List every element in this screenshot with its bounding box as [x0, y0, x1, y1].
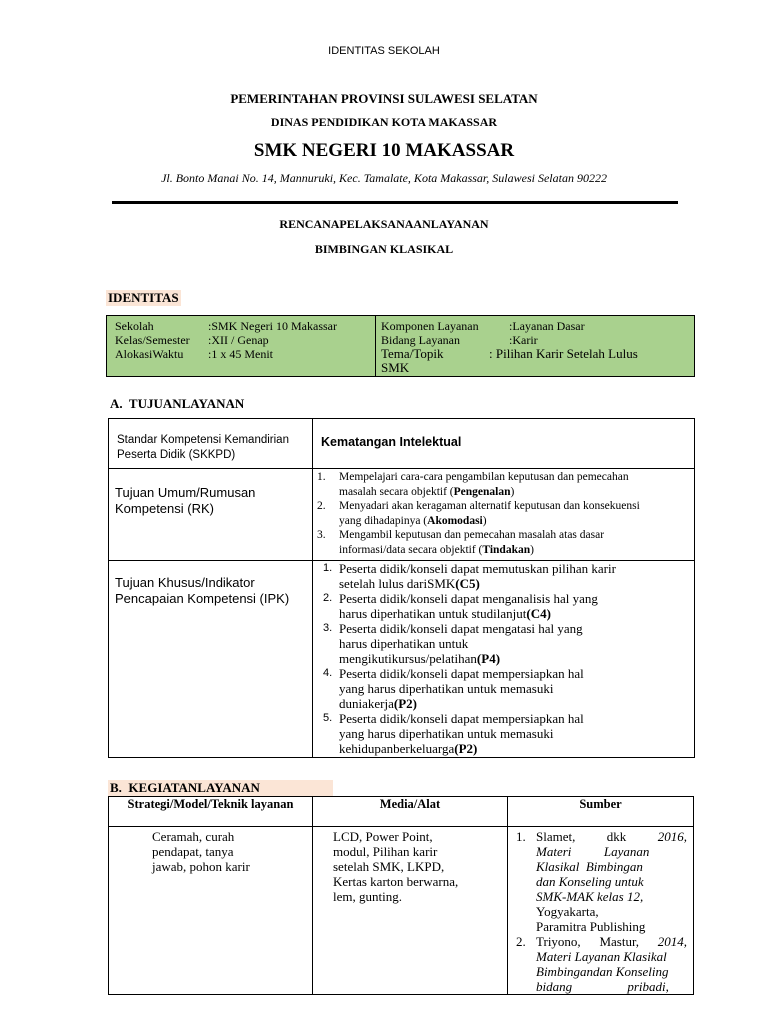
strategi-line: jawab, pohon karir: [152, 859, 250, 874]
sumber-title-line: Bimbingandan Konseling: [536, 964, 669, 979]
school-title: SMK NEGERI 10 MAKASSAR: [253, 140, 515, 161]
sumber-year: 2016,: [657, 829, 687, 844]
ipk-item-line: Peserta didik/konseli dapat mengatasi hal yang: [339, 621, 583, 636]
doc-title-line2: BIMBINGAN KLASIKAL: [314, 242, 454, 256]
rk-item-number: 1.: [317, 471, 326, 483]
col-strategi: Strategi/Model/Teknik layanan: [109, 797, 313, 827]
sumber-coauthor: dkk: [606, 829, 627, 844]
ipk-item-number: 5.: [323, 712, 333, 724]
rk-items-cell: [313, 469, 695, 561]
ipk-item-number: 4.: [323, 667, 333, 679]
ipk-item-line: duniakerja(P2): [339, 696, 417, 711]
ipk-item-line: yang harus diperhatikan untuk memasuki: [339, 726, 554, 741]
sumber-author: Triyono,: [536, 934, 581, 949]
media-line: modul, Pilihan karir: [333, 844, 438, 859]
sumber-line: [536, 934, 687, 949]
media-line: Kertas karton berwarna,: [333, 874, 459, 889]
col-media: Media/Alat: [313, 797, 508, 827]
skkpd-label-cell: [109, 419, 313, 469]
sumber-title-line: Materi Layanan: [536, 844, 650, 859]
sumber-title-line: Materi Layanan Klasikal: [536, 949, 667, 964]
ipk-label-cell: [109, 561, 313, 758]
gov-title: PEMERINTAHAN PROVINSI SULAWESI SELATAN: [230, 91, 538, 106]
rk-item-number: 2.: [317, 500, 326, 512]
sumber-title-line: bidang pribadi,: [536, 979, 669, 994]
identitas-row-komponen: Komponen Layanan :Layanan Dasar: [381, 319, 585, 333]
rk-item-line: yang dihadapinya (Akomodasi): [339, 514, 487, 527]
ipk-item-line: Peserta didik/konseli dapat menganalisis hal yang: [339, 591, 598, 606]
identitas-row-kelas: Kelas/Semester :XII / Genap: [115, 333, 269, 347]
identitas-row-topik: Tema/Topik : Pilihan Karir Setelah Lulus: [381, 346, 638, 361]
ipk-item-code: (P2): [393, 696, 417, 711]
media-cell: [313, 827, 508, 995]
media-line: LCD, Power Point,: [333, 829, 433, 844]
school-address: Jl. Bonto Manai No. 14, Mannuruki, Kec. Tamalate, Kota Makassar, Sulawesi Selatan 90222: [161, 171, 607, 185]
tujuan-table: [108, 418, 695, 758]
rk-item: [317, 499, 694, 528]
sumber-item-number: 2.: [516, 934, 526, 949]
rk-label-cell: [109, 469, 313, 561]
rk-item-code: Pengenalan: [453, 485, 511, 498]
sumber-item-number: 1.: [516, 829, 526, 844]
sumber-line: Paramitra Publishing: [536, 919, 646, 934]
sumber-cell: [508, 827, 694, 995]
ipk-item: [323, 666, 694, 711]
strategi-line: pendapat, tanya: [152, 844, 234, 859]
top-label: IDENTITAS SEKOLAH: [328, 45, 440, 57]
rk-label: Tujuan Umum/Rumusan Kompetensi (RK): [115, 485, 256, 516]
ipk-item-number: 1.: [323, 562, 333, 574]
sumber-line: [536, 829, 687, 844]
ipk-item-line: kehidupanberkeluarga(P2): [339, 741, 478, 756]
sumber-title-line: Klasikal Bimbingan: [536, 859, 643, 874]
ipk-item: [323, 711, 694, 756]
skkpd-value-cell: [313, 419, 695, 469]
identitas-topik-cont: SMK: [381, 360, 410, 375]
ipk-item-code: (C4): [526, 606, 551, 621]
ipk-item-code: (P4): [476, 651, 501, 666]
identitas-row-sekolah: Sekolah :SMK Negeri 10 Makassar: [115, 319, 337, 333]
ipk-item-line: Peserta didik/konseli dapat mempersiapkan hal: [339, 666, 584, 681]
identitas-table: [106, 315, 695, 377]
sumber-title-line: dan Konseling untuk: [536, 874, 644, 889]
media-line: lem, gunting.: [333, 889, 402, 904]
identitas-row-waktu: AlokasiWaktu :1 x 45 Menit: [115, 347, 273, 361]
sumber-line: Yogyakarta,: [536, 904, 599, 919]
section-a-heading: A. TUJUANLAYANAN: [110, 396, 245, 411]
ipk-item-line: setelah lulus dariSMK(C5): [339, 576, 480, 591]
section-b-heading: B. KEGIATANLAYANAN: [108, 780, 333, 796]
sumber-title-line: SMK-MAK kelas 12,: [536, 889, 644, 904]
identitas-row-bidang: Bidang Layanan :Karir: [381, 333, 538, 347]
rk-item-line: informasi/data secara objektif (Tindakan): [339, 543, 534, 556]
rk-item-line: Mengambil keputusan dan pemecahan masalah atas dasar: [339, 529, 605, 541]
sumber-author: Slamet,: [536, 829, 576, 844]
sumber-item: [516, 829, 687, 934]
skkpd-value: Kematangan Intelektual: [321, 435, 462, 449]
rk-item-code: Akomodasi: [427, 514, 483, 527]
rk-item: [317, 470, 694, 499]
rk-item: [317, 528, 694, 557]
ipk-item-line: harus diperhatikan untuk studilanjut(C4): [339, 606, 551, 621]
ipk-label: Tujuan Khusus/Indikator Pencapaian Kompetensi (IPK): [115, 575, 290, 606]
ipk-item-line: yang harus diperhatikan untuk memasuki: [339, 681, 554, 696]
ipk-item: [323, 591, 694, 621]
rk-item-line: masalah secara objektif (Pengenalan): [339, 485, 515, 498]
rk-item-line: Menyadari akan keragaman alternatif keputusan dan konsekuensi: [339, 500, 640, 512]
rk-item-code: Tindakan: [482, 543, 531, 556]
ipk-item-number: 2.: [323, 592, 333, 604]
rk-item-line: Mempelajari cara-cara pengambilan keputusan dan pemecahan: [339, 471, 629, 483]
media-line: setelah SMK, LKPD,: [333, 859, 445, 874]
strategi-line: Ceramah, curah: [152, 829, 235, 844]
ipk-item-line: harus diperhatikan untuk: [339, 636, 469, 651]
sumber-coauthor: Mastur,: [599, 934, 639, 949]
dinas-title: DINAS PENDIDIKAN KOTA MAKASSAR: [270, 115, 498, 129]
header-rule: [112, 201, 678, 204]
ipk-item: [323, 561, 694, 591]
ipk-item-code: (P2): [454, 741, 478, 756]
strategi-cell: [109, 827, 313, 995]
rk-item-number: 3.: [317, 529, 326, 541]
kegiatan-table: [108, 796, 694, 995]
skkpd-label: Standar Kompetensi Kemandirian Peserta Didik (SKKPD): [117, 434, 289, 461]
ipk-item-number: 3.: [323, 622, 333, 634]
sumber-year: 2014,: [657, 934, 687, 949]
sumber-item: [516, 934, 687, 994]
doc-title-line1: RENCANAPELAKSANAANLAYANAN: [279, 217, 489, 231]
ipk-item-line: mengikutikursus/pelatihan(P4): [339, 651, 501, 666]
ipk-items-cell: [313, 561, 695, 758]
identitas-heading: IDENTITAS: [108, 290, 179, 305]
ipk-item-code: (C5): [455, 576, 480, 591]
ipk-item: [323, 621, 694, 666]
ipk-item-line: Peserta didik/konseli dapat mempersiapkan hal: [339, 711, 584, 726]
col-sumber: Sumber: [508, 797, 694, 827]
ipk-item-line: Peserta didik/konseli dapat memutuskan pilihan karir: [339, 561, 616, 576]
